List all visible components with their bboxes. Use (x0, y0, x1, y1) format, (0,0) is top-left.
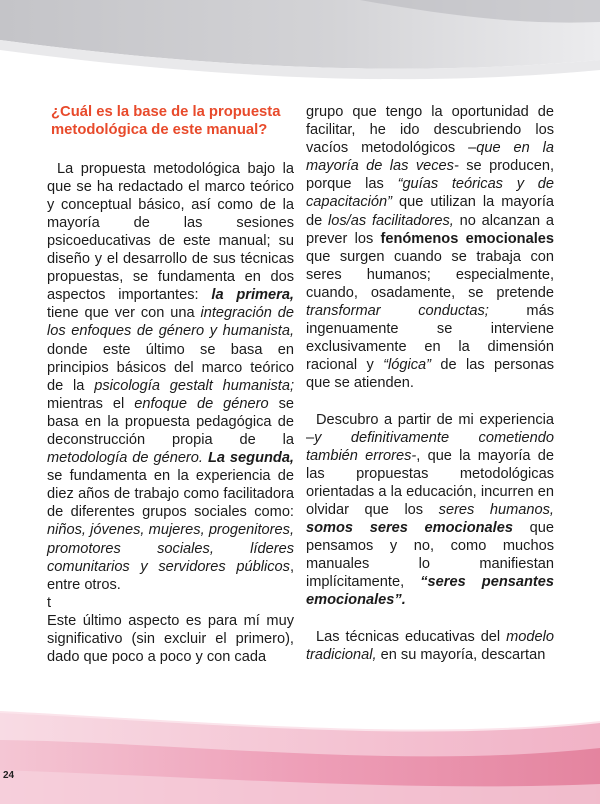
right-paragraph-3: Las técnicas educativas del modelo tradicional, en su mayoría, descartan (306, 628, 554, 663)
left-paragraph-2: Este último aspecto es para mí muy significativo (sin excluir el primero), dado que poco a poco y con cada (47, 612, 294, 666)
heading-line-1: ¿Cuál es la base de la propuesta (51, 104, 281, 120)
page-number: 24 (3, 770, 15, 781)
heading-line-2: metodológica de este manual? (51, 122, 268, 139)
left-paragraph-1: La propuesta metodológica bajo la que se ha redactado el marco teórico y conceptual básico, así como de la mayoría de las sesiones psicoeducativas de este manual; su diseño y el desarrollo de sus técnicas propuestas, se fundamenta en dos aspectos importantes: la primera, tiene que ver con una integración de los enfoques de género y humanista, donde este último se basa en principios básicos del marco teórico de la psicología gestalt humanista; mientras el enfoque de género se basa en la propuesta pedagógica de deconstrucción propia de la metodología de género. La segunda, se fundamenta en la experiencia de diez años de trabajo como facilitadora de diferentes grupos sociales como: niños, jóvenes, mujeres, progenitores, promotores sociales, líderes comunitarios y servidores públicos, entre otros. (47, 160, 294, 593)
right-paragraph-1: grupo que tengo la oportunidad de facilitar, he ido descubriendo los vacíos metodológicos –que en la mayoría de las veces- se producen, porque las “guías teóricas y de capacitación” que utilizan la mayoría de los/as facilitadores, no alcanzan a prever los fenómenos emocionales que surgen cuando se trabaja con seres humanos; especialmente, cuando, osadamente, se pretende transformar conductas; más ingenuamente se interviene exclusivamente en la dimensión racional y “lógica” de las personas que se atienden. (306, 104, 555, 392)
top-swoosh (0, 0, 600, 79)
left-column (47, 103, 294, 666)
bottom-swoosh (0, 712, 600, 804)
stray-character: t (47, 594, 52, 611)
section-heading (51, 103, 294, 140)
right-paragraph-2: Descubro a partir de mi experiencia –y definitivamente cometiendo también errores-, que la mayoría de las propuestas metodológicas orientadas a la educación, incurren en olvidar que los seres humanos, somos seres emocionales que pensamos y no, como muchos manuales lo manifiestan implícitamente, “seres pensantes emocionales”. (306, 411, 555, 609)
right-column (306, 103, 554, 664)
